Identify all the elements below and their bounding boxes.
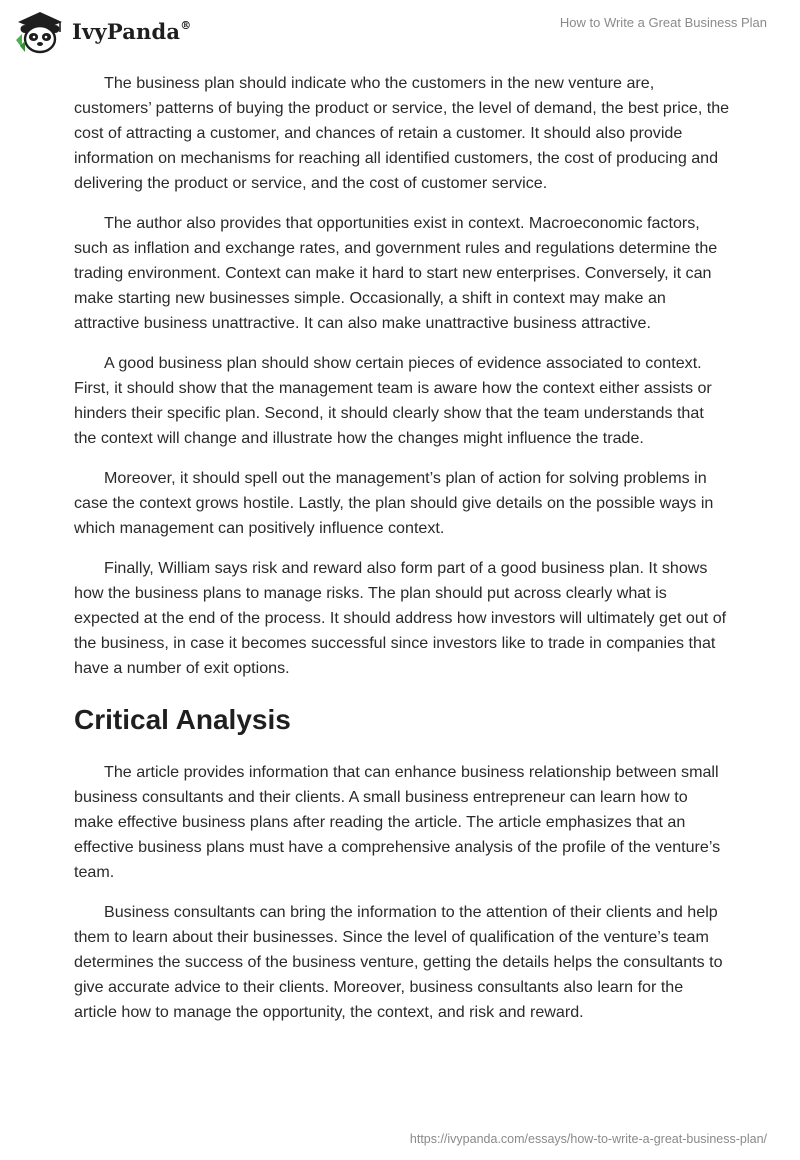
panda-graduate-icon [14,8,66,54]
paragraph: The business plan should indicate who the customers in the new venture are, customers’ patterns of buying the product or service, the level of demand, the best price, the cost of attracting a customer, and chances of retain a customer. It should also provide information on mechanisms for reaching all identified customers, the cost of producing and delivering the product or service, and the cost of customer service. [74,74,730,192]
brand-name: IvyPanda® [72,18,192,44]
brand-logo[interactable] [14,8,191,54]
paragraph: Business consultants can bring the information to the attention of their clients and help them to learn about their businesses. Since the level of qualification of the venture’s team determines the success of the business venture, getting the details helps the consultants to give accurate advice to their clients. Moreover, business consultants also learn for the article how to manage the opportunity, the context, and risk and reward. [74,903,723,1021]
registered-mark: ® [180,18,192,32]
source-url[interactable]: https://ivypanda.com/essays/how-to-write-a-great-business-plan/ [409,1132,767,1146]
paragraph: The article provides information that can enhance business relationship between small business consultants and their clients. A small business entrepreneur can learn how to make effective business plans after reading the article. The article emphasizes that an effective business plans must have a comprehensive analysis of the profile of the venture’s team. [74,763,721,881]
section-heading: Critical Analysis [74,704,291,735]
paragraph: A good business plan should show certain pieces of evidence associated to context. First, it should show that the management team is aware how the context either assists or hinders their specific plan. Second, it should clearly show that the team understands that the context will change and illustrate how the changes might influence the trade. [74,354,712,447]
document-title: How to Write a Great Business Plan [559,15,767,30]
page-header [0,0,800,62]
essay-body [74,71,730,1040]
paragraph: The author also provides that opportunities exist in context. Macroeconomic factors, such as inflation and exchange rates, and government rules and regulations determine the trading environment. Context can make it hard to start new enterprises. Conversely, it can make starting new businesses simple. Occasionally, a shift in context may make an attractive business unattractive. It can also make unattractive business attractive. [74,214,718,332]
paragraph: Moreover, it should spell out the management’s plan of action for solving problems in case the context grows hostile. Lastly, the plan should give details on the possible ways in which management can positively influence context. [74,469,714,537]
paragraph: Finally, William says risk and reward also form part of a good business plan. It shows how the business plans to manage risks. The plan should put across clearly what is expected at the end of the process. It should address how investors will ultimately get out of the business, in case it becomes successful since investors like to trade in companies that have a number of exit options. [74,559,727,677]
